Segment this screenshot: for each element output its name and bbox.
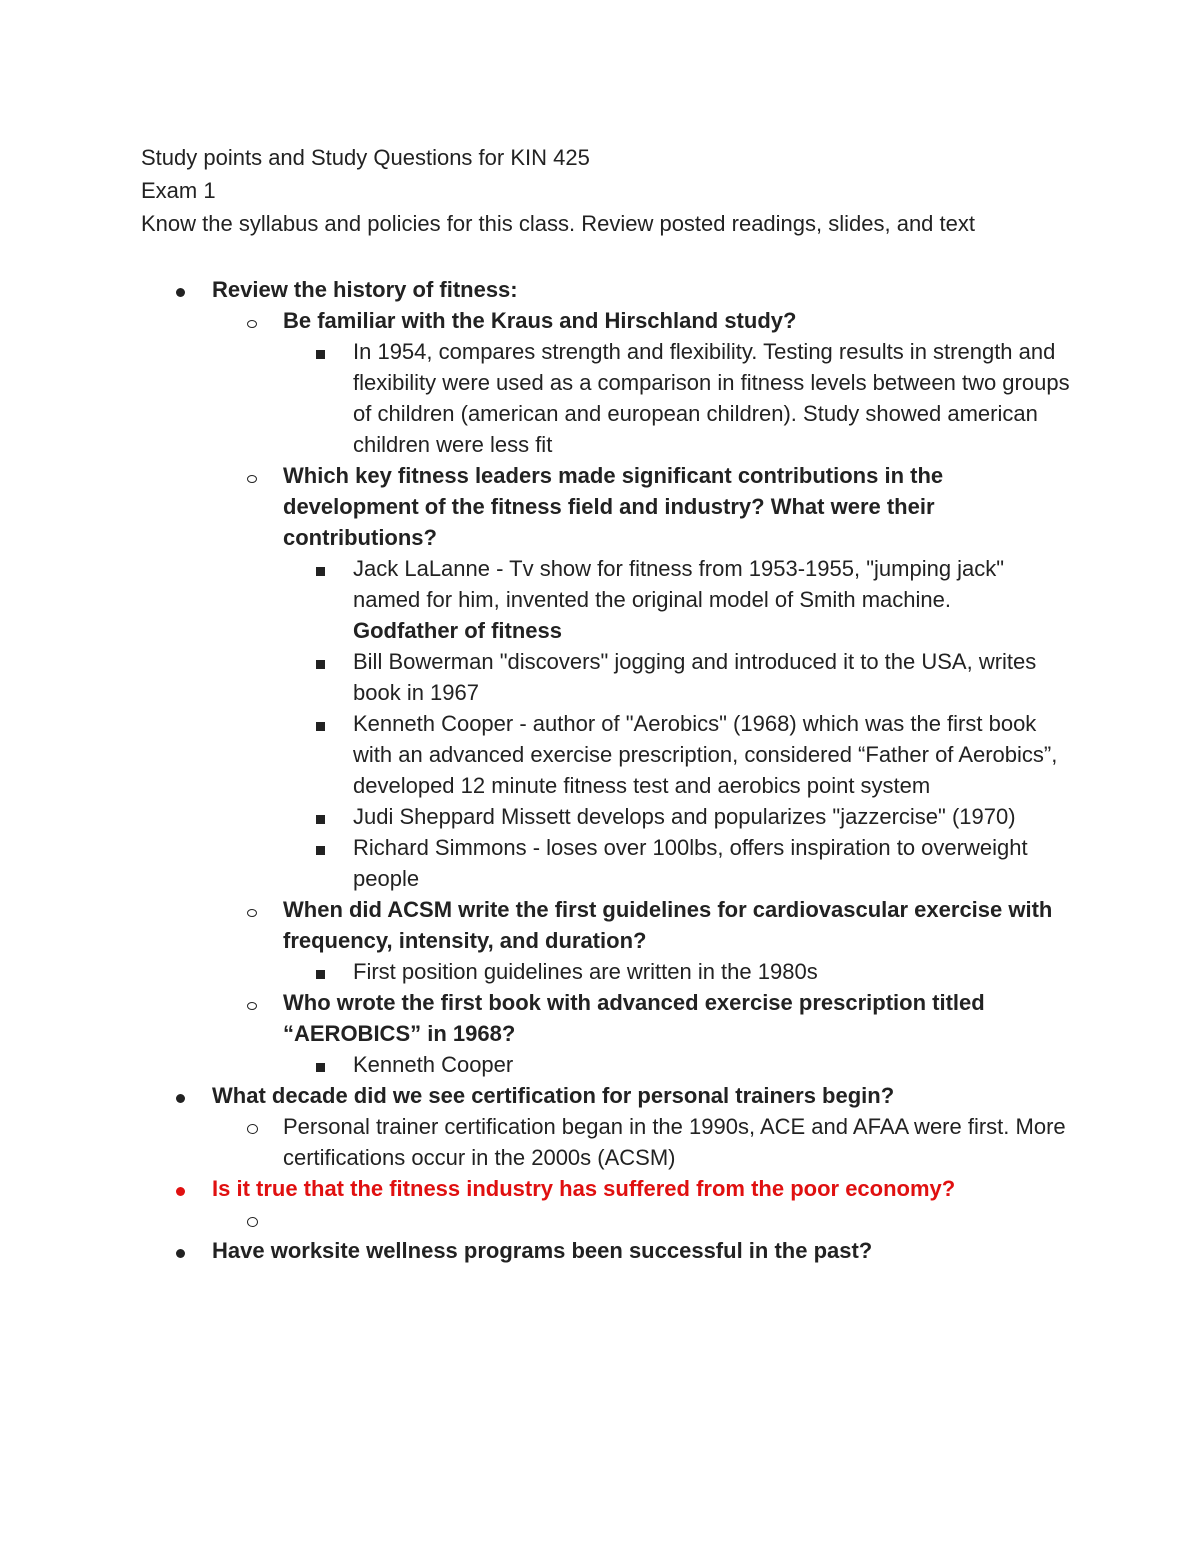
certification-answer: Personal trainer certification began in the 1990s, ACE and AFAA were first. More certifications occur in the 2000s (ACSM) (283, 1114, 1066, 1170)
kraus-answer: In 1954, compares strength and flexibility. Testing results in strength and flexibility were used as a comparison in fitness levels between two groups of children (american and european children). Study showed american children were less fit (353, 339, 1070, 457)
bullet-circle-icon (247, 987, 261, 1018)
bullet-square-icon (316, 956, 332, 987)
list-item (0, 708, 1200, 801)
bullet-disc-icon (176, 274, 190, 305)
exam-label: Exam 1 (141, 178, 216, 203)
lalanne-text: Jack LaLanne - Tv show for fitness from 1953-1955, "jumping jack" named for him, invented the original model of Smith machine. (353, 556, 1005, 612)
list-item (0, 1235, 1200, 1266)
list-item (0, 646, 1200, 708)
bullet-circle-icon (247, 460, 261, 491)
cooper-entry: Kenneth Cooper - author of "Aerobics" (1968) which was the first book with an advanced exercise prescription, considered “Father of Aerobics”, developed 12 minute fitness test and aerobics point system (353, 711, 1058, 798)
kraus-question: Be familiar with the Kraus and Hirschland study? (283, 308, 797, 333)
list-item (0, 832, 1200, 894)
list-item (0, 305, 1200, 336)
bullet-square-icon (316, 1049, 332, 1080)
bullet-disc-icon (176, 1235, 190, 1266)
worksite-question: Have worksite wellness programs been successful in the past? (212, 1238, 873, 1263)
bullet-circle-icon (247, 1111, 261, 1142)
leaders-question: Which key fitness leaders made significant contributions in the development of the fitness field and industry? What were their contributions? (283, 463, 944, 550)
list-item (0, 274, 1200, 305)
bullet-circle-icon (247, 894, 261, 925)
bullet-circle-icon (247, 305, 261, 336)
aerobics-book-question: Who wrote the first book with advanced exercise prescription titled “AEROBICS” in 1968? (283, 990, 985, 1046)
list-item (0, 894, 1200, 956)
economy-answer-empty (283, 1204, 1073, 1235)
acsm-question: When did ACSM write the first guidelines for cardiovascular exercise with frequency, intensity, and duration? (283, 897, 1053, 953)
list-item (0, 1080, 1200, 1111)
list-item (0, 1111, 1200, 1173)
lalanne-entry (353, 553, 1073, 646)
bullet-square-icon (316, 646, 332, 677)
bullet-circle-icon (247, 1204, 261, 1235)
list-item (0, 1204, 1200, 1235)
certification-question: What decade did we see certification for personal trainers begin? (212, 1083, 895, 1108)
list-item (0, 987, 1200, 1049)
bullet-disc-icon (176, 1173, 190, 1204)
study-outline (0, 274, 1200, 1266)
bullet-square-icon (316, 832, 332, 863)
simmons-entry: Richard Simmons - loses over 100lbs, offers inspiration to overweight people (353, 835, 1028, 891)
bullet-square-icon (316, 801, 332, 832)
acsm-answer: First position guidelines are written in the 1980s (353, 959, 818, 984)
lalanne-title: Godfather of fitness (353, 618, 563, 643)
missett-entry: Judi Sheppard Missett develops and popularizes "jazzercise" (1970) (353, 804, 1016, 829)
list-item (0, 460, 1200, 553)
instructions-line: Know the syllabus and policies for this class. Review posted readings, slides, and text (141, 211, 975, 236)
list-item (0, 553, 1200, 646)
history-heading: Review the history of fitness: (212, 277, 518, 302)
document-header (141, 141, 1101, 240)
bullet-square-icon (316, 553, 332, 584)
aerobics-book-answer: Kenneth Cooper (353, 1052, 514, 1077)
list-item (0, 801, 1200, 832)
economy-question: Is it true that the fitness industry has suffered from the poor economy? (212, 1176, 956, 1201)
document-title: Study points and Study Questions for KIN 425 (141, 145, 590, 170)
list-item (0, 1049, 1200, 1080)
list-item (0, 956, 1200, 987)
bullet-square-icon (316, 708, 332, 739)
bullet-disc-icon (176, 1080, 190, 1111)
list-item (0, 1173, 1200, 1204)
list-item (0, 336, 1200, 460)
bullet-square-icon (316, 336, 332, 367)
bowerman-entry: Bill Bowerman "discovers" jogging and introduced it to the USA, writes book in 1967 (353, 649, 1037, 705)
